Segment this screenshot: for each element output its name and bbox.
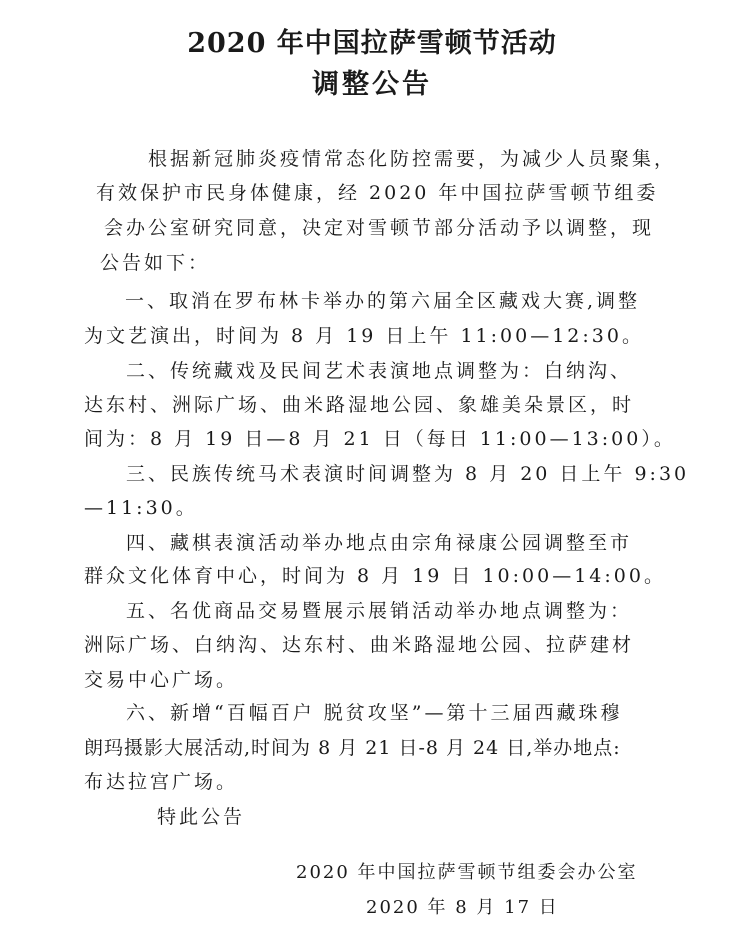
- body-line: 六、新增“百幅百户 脱贫攻坚”—第十三届西藏珠穆: [126, 702, 623, 724]
- body-line: 有效保护市民身体健康，经 2020 年中国拉萨雪顿节组委: [96, 182, 659, 204]
- body-line: 间为：8 月 19 日—8 月 21 日（每日 11:00—13:00）。: [84, 428, 676, 450]
- body-line: 达东村、洲际广场、曲米路湿地公园、象雄美朵景区，时: [84, 394, 635, 416]
- body-line: 四、藏棋表演活动举办地点由宗角禄康公园调整至市: [126, 532, 633, 554]
- body-line: 公告如下：: [100, 252, 211, 274]
- body-line: 二、传统藏戏及民间艺术表演地点调整为：白纳沟、: [126, 360, 633, 382]
- body-line: 朗玛摄影大展活动,时间为 8 月 21 日-8 月 24 日,举办地点:: [84, 737, 621, 759]
- body-line: 会办公室研究同意，决定对雪顿节部分活动予以调整，现: [104, 217, 655, 239]
- body-line: 群众文化体育中心，时间为 8 月 19 日 10:00—14:00。: [84, 565, 666, 587]
- body-line: —11:30。: [84, 497, 198, 519]
- body-line: 一、取消在罗布林卡举办的第六届全区藏戏大赛,调整: [125, 290, 641, 312]
- body-line: 五、名优商品交易暨展示展销活动举办地点调整为：: [126, 600, 633, 622]
- body-line: 布达拉宫广场。: [84, 771, 239, 793]
- body-line: 根据新冠肺炎疫情常态化防控需要，为减少人员聚集，: [148, 148, 677, 170]
- signature-date: 2020 年 8 月 17 日: [366, 897, 559, 918]
- body-line: 为文艺演出，时间为 8 月 19 日上午 11:00—12:30。: [84, 325, 644, 347]
- signature-organization: 2020 年中国拉萨雪顿节组委会办公室: [296, 862, 638, 883]
- title-line-1: 2020 年中国拉萨雪顿节活动: [187, 28, 557, 59]
- title-line-2: 调整公告: [312, 69, 432, 100]
- body-line: 三、民族传统马术表演时间调整为 8 月 20 日上午 9:30: [126, 463, 690, 485]
- closing-line: 特此公告: [157, 806, 246, 828]
- body-line: 洲际广场、白纳沟、达东村、曲米路湿地公园、拉萨建材: [84, 634, 635, 656]
- body-line: 交易中心广场。: [84, 669, 239, 691]
